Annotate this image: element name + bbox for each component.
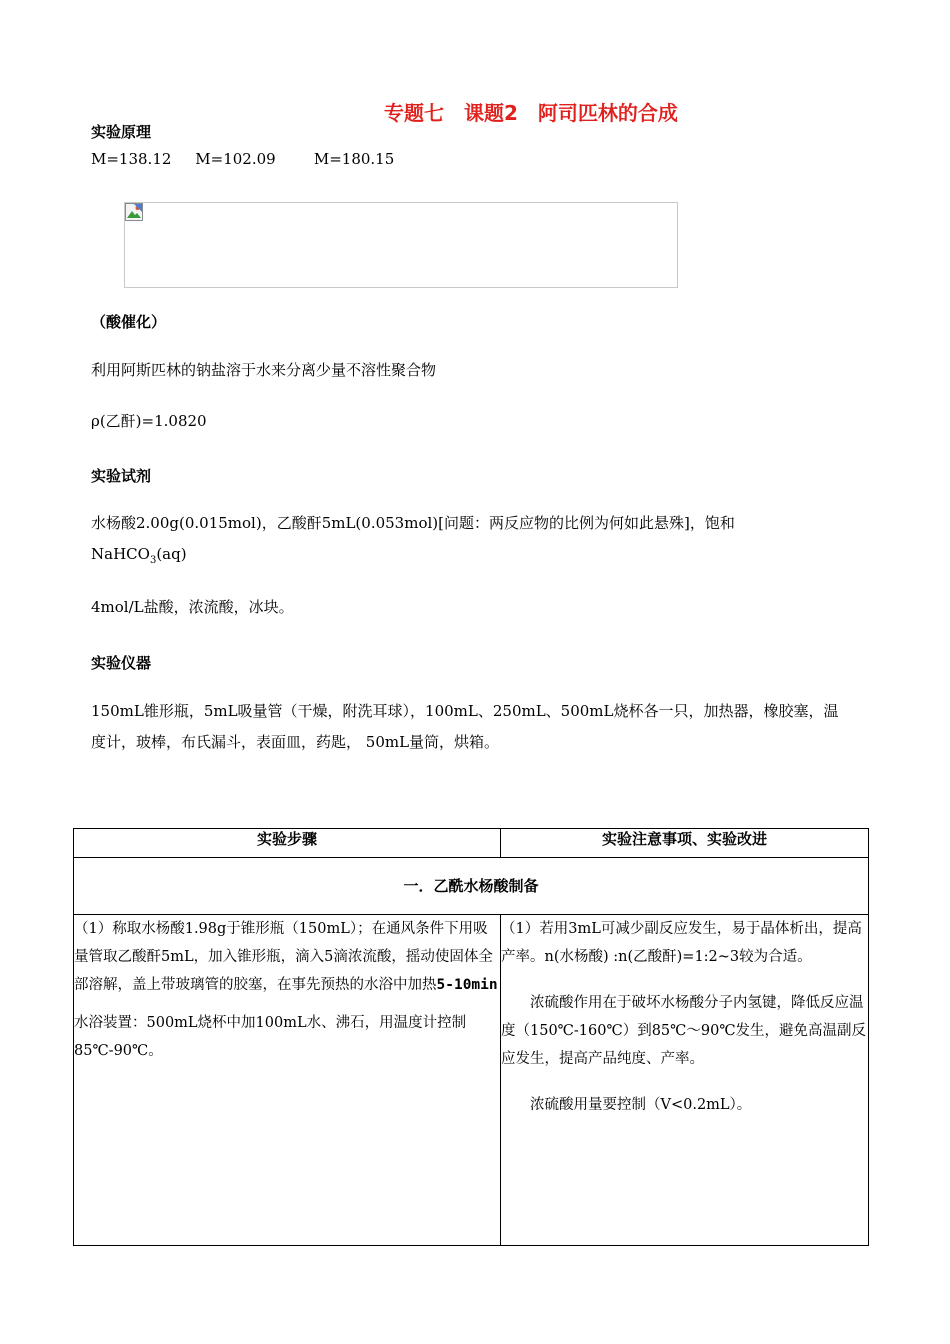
note-3: 浓硫酸用量要控制（V<0.2mL）。 xyxy=(530,1097,752,1113)
molar-mass-3: M=180.15 xyxy=(313,150,395,168)
reaction-image-placeholder xyxy=(124,202,678,288)
reagents-line-3: 4mol/L盐酸，浓流酸，冰块。 xyxy=(91,598,294,616)
catalyst-note: （酸催化） xyxy=(91,313,167,331)
header-notes: 实验注意事项、实验改进 xyxy=(501,829,869,858)
reagents-text xyxy=(91,508,791,576)
reagents-line-1: 水杨酸2.00g(0.015mol)，乙酸酐5mL(0.053mol)[问题：两反应物的比例为何如此悬殊]，饱和 xyxy=(91,514,735,532)
molar-mass-2: M=102.09 xyxy=(195,150,276,168)
experiment-table xyxy=(73,828,869,1246)
apparatus-heading: 实验仪器 xyxy=(91,654,152,672)
principle-heading: 实验原理 xyxy=(91,123,152,141)
step-1-text: （1）称取水杨酸1.98g于锥形瓶（150mL）；在通风条件下用吸量管取乙酸酐5mL，加入锥形瓶，滴入5滴浓流酸，摇动使固体全部溶解，盖上带玻璃管的胶塞，在事先预热的水浴中加热 xyxy=(74,921,493,993)
reagents-line-2 xyxy=(91,539,791,576)
reagents-heading: 实验试剂 xyxy=(91,467,152,485)
step-cell xyxy=(74,915,501,1246)
table-header-row xyxy=(74,829,869,858)
separation-note: 利用阿斯匹林的钠盐溶于水来分离少量不溶性聚合物 xyxy=(91,361,437,379)
note-2: 浓硫酸作用在于破坏水杨酸分子内氢键，降低反应温度（150℃-160℃）到85℃～90℃发生，避免高温副反应发生，提高产品纯度、产率。 xyxy=(501,995,867,1067)
section-title: 一．乙酰水杨酸制备 xyxy=(74,858,869,915)
step-1 xyxy=(74,915,500,999)
step-1-time: 5-10min xyxy=(436,977,498,993)
table-section-row xyxy=(74,858,869,915)
reagent-subscript: 3 xyxy=(149,555,157,566)
notes-cell xyxy=(501,915,869,1246)
molar-masses xyxy=(91,144,394,175)
broken-image-icon xyxy=(125,203,143,221)
molar-mass-1: M=138.12 xyxy=(91,150,172,168)
apparatus-text: 150mL锥形瓶，5mL吸量管（干燥，附洗耳球），100mL、250mL、500mL烧杯各一只，加热器，橡胶塞，温度计，玻棒，布氏漏斗，表面皿，药匙， 50mL量筒，烘箱。 xyxy=(91,702,839,751)
page-title: 专题七 课题2 阿司匹林的合成 xyxy=(384,101,678,125)
header-steps: 实验步骤 xyxy=(74,829,501,858)
step-1-bath: 水浴装置：500mL烧杯中加100mL水、沸石，用温度计控制85℃-90℃。 xyxy=(74,1015,467,1059)
table-row xyxy=(74,915,869,1246)
reagent-formula: NaHCO xyxy=(91,545,150,563)
note-1: （1）若用3mL可减少副反应发生，易于晶体析出，提高产率。n(水杨酸) :n(乙酸酐)=1:2~3较为合适。 xyxy=(501,921,862,965)
density-note: ρ(乙酐)=1.0820 xyxy=(91,412,207,430)
reagent-state: (aq) xyxy=(156,545,187,563)
